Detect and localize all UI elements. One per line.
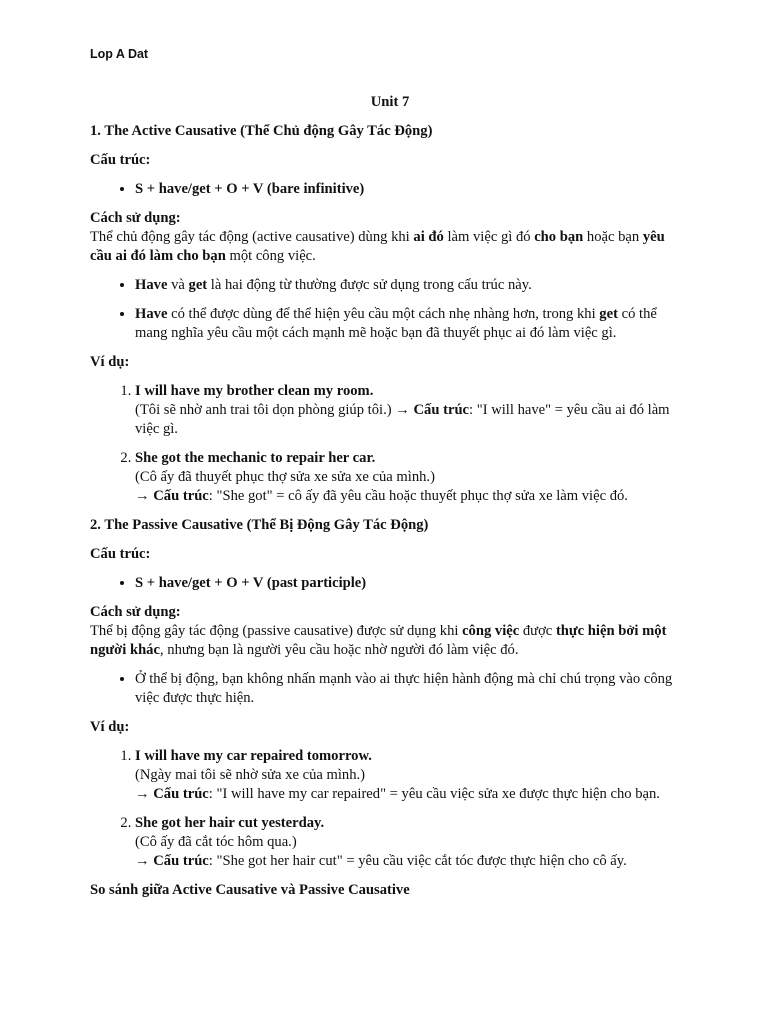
- example-sentence: She got her hair cut yesterday.: [135, 815, 325, 831]
- example-translation: (Ngày mai tôi sẽ nhờ sửa xe của mình.): [135, 767, 366, 783]
- arrow-icon: →: [395, 402, 410, 418]
- bullet-item: [135, 670, 690, 708]
- example-item: [135, 382, 690, 439]
- section-2-examples-label: Ví dụ:: [90, 719, 130, 735]
- text-run: được: [519, 623, 556, 639]
- text-run: Thể chủ động gây tác động (active causative) dùng khi: [90, 229, 414, 245]
- text-run: công việc: [462, 623, 520, 639]
- example-translation: (Cô ấy đã cắt tóc hôm qua.): [135, 834, 297, 850]
- example-structure-label: Cấu trúc: [153, 488, 209, 504]
- example-item: [135, 449, 690, 506]
- section-2-usage-label: Cách sử dụng:: [90, 604, 181, 620]
- example-translation: (Cô ấy đã thuyết phục thợ sửa xe sửa xe của mình.): [135, 469, 435, 485]
- section-2-structure-list: [90, 574, 690, 593]
- arrow-icon: →: [135, 488, 150, 504]
- example-structure-label: Cấu trúc: [153, 786, 209, 802]
- document-body: [90, 93, 690, 910]
- example-structure-text: : "I will have" = yêu cầu ai đó làm việc gì.: [135, 402, 670, 437]
- example-structure-text: : "She got" = cô ấy đã yêu cầu hoặc thuyết phục thợ sửa xe làm việc đó.: [208, 488, 628, 504]
- section-1-structure-formula: • S + have/get + O + V (bare infinitive): [135, 180, 690, 199]
- text-run: cho bạn: [534, 229, 584, 245]
- example-translation: (Tôi sẽ nhờ anh trai tôi dọn phòng giúp tôi.): [135, 402, 392, 418]
- section-1-usage-text: [90, 229, 665, 264]
- text-run: Thể bị động gây tác động (passive causative) được sử dụng khi: [90, 623, 463, 639]
- unit-title: Unit 7: [370, 94, 410, 110]
- section-1-examples-label: Ví dụ:: [90, 354, 130, 370]
- text-run: là hai động từ thường được sử dụng trong cấu trúc này.: [207, 277, 532, 293]
- section-2-structure-label: Cấu trúc:: [90, 546, 151, 562]
- text-run: Ở thể bị động, bạn không nhấn mạnh vào ai thực hiện hành động mà chỉ chú trọng vào công việc được thực hiện.: [135, 671, 673, 706]
- example-item: [135, 747, 690, 804]
- section-2-heading: 2. The Passive Causative (Thể Bị Động Gây Tác Động): [90, 517, 429, 533]
- text-run: ai đó: [413, 229, 444, 245]
- section-1-heading: 1. The Active Causative (Thể Chủ động Gây Tác Động): [90, 123, 433, 139]
- example-structure-text: : "She got her hair cut" = yêu cầu việc cắt tóc được thực hiện cho cô ấy.: [208, 853, 627, 869]
- section-2-examples: [90, 747, 690, 871]
- section-2-bullets: [90, 670, 690, 708]
- text-run: , nhưng bạn là người yêu cầu hoặc nhờ người đó làm việc đó.: [159, 642, 519, 658]
- text-run: có thể được dùng để thể hiện yêu cầu một cách nhẹ nhàng hơn, trong khi: [167, 306, 600, 322]
- example-item: [135, 814, 690, 871]
- text-run: Have: [135, 306, 168, 322]
- section-1-bullets: [90, 276, 690, 343]
- arrow-icon: →: [135, 853, 150, 869]
- document-header: Lop A Dat: [90, 47, 149, 61]
- text-run: yêu cầu ai đó làm cho bạn: [90, 229, 665, 264]
- text-run: get: [188, 277, 208, 293]
- section-2-usage-text: [90, 623, 666, 658]
- example-structure-text: : "I will have my car repaired" = yêu cầu việc sửa xe được thực hiện cho bạn.: [208, 786, 660, 802]
- section-1-usage: [90, 209, 690, 266]
- example-sentence: I will have my car repaired tomorrow.: [135, 748, 372, 764]
- text-run: một công việc.: [225, 248, 316, 264]
- text-run: hoặc bạn: [583, 229, 643, 245]
- example-sentence: I will have my brother clean my room.: [135, 383, 374, 399]
- example-structure-label: Cấu trúc: [153, 853, 209, 869]
- bullet-item: [135, 305, 690, 343]
- section-1-structure-list: [90, 180, 690, 199]
- example-structure-label: Cấu trúc: [413, 402, 470, 418]
- section-2-usage: [90, 603, 690, 660]
- section-1-structure-label: Cấu trúc:: [90, 152, 151, 168]
- text-run: Have: [135, 277, 168, 293]
- arrow-icon: →: [135, 786, 150, 802]
- text-run: get: [599, 306, 618, 322]
- section-1-examples: [90, 382, 690, 506]
- bullet-item: [135, 276, 690, 295]
- section-2-structure-formula: • S + have/get + O + V (past participle): [135, 574, 690, 593]
- example-sentence: She got the mechanic to repair her car.: [135, 450, 376, 466]
- section-1-usage-label: Cách sử dụng:: [90, 210, 181, 226]
- comparison-heading: So sánh giữa Active Causative và Passive Causative: [90, 882, 410, 898]
- text-run: thực hiện bởi một người khác: [90, 623, 667, 658]
- text-run: và: [167, 277, 189, 293]
- text-run: có thể mang nghĩa yêu cầu một cách mạnh mẽ hoặc bạn đã thuyết phục ai đó làm việc gì.: [135, 306, 657, 341]
- text-run: làm việc gì đó: [443, 229, 535, 245]
